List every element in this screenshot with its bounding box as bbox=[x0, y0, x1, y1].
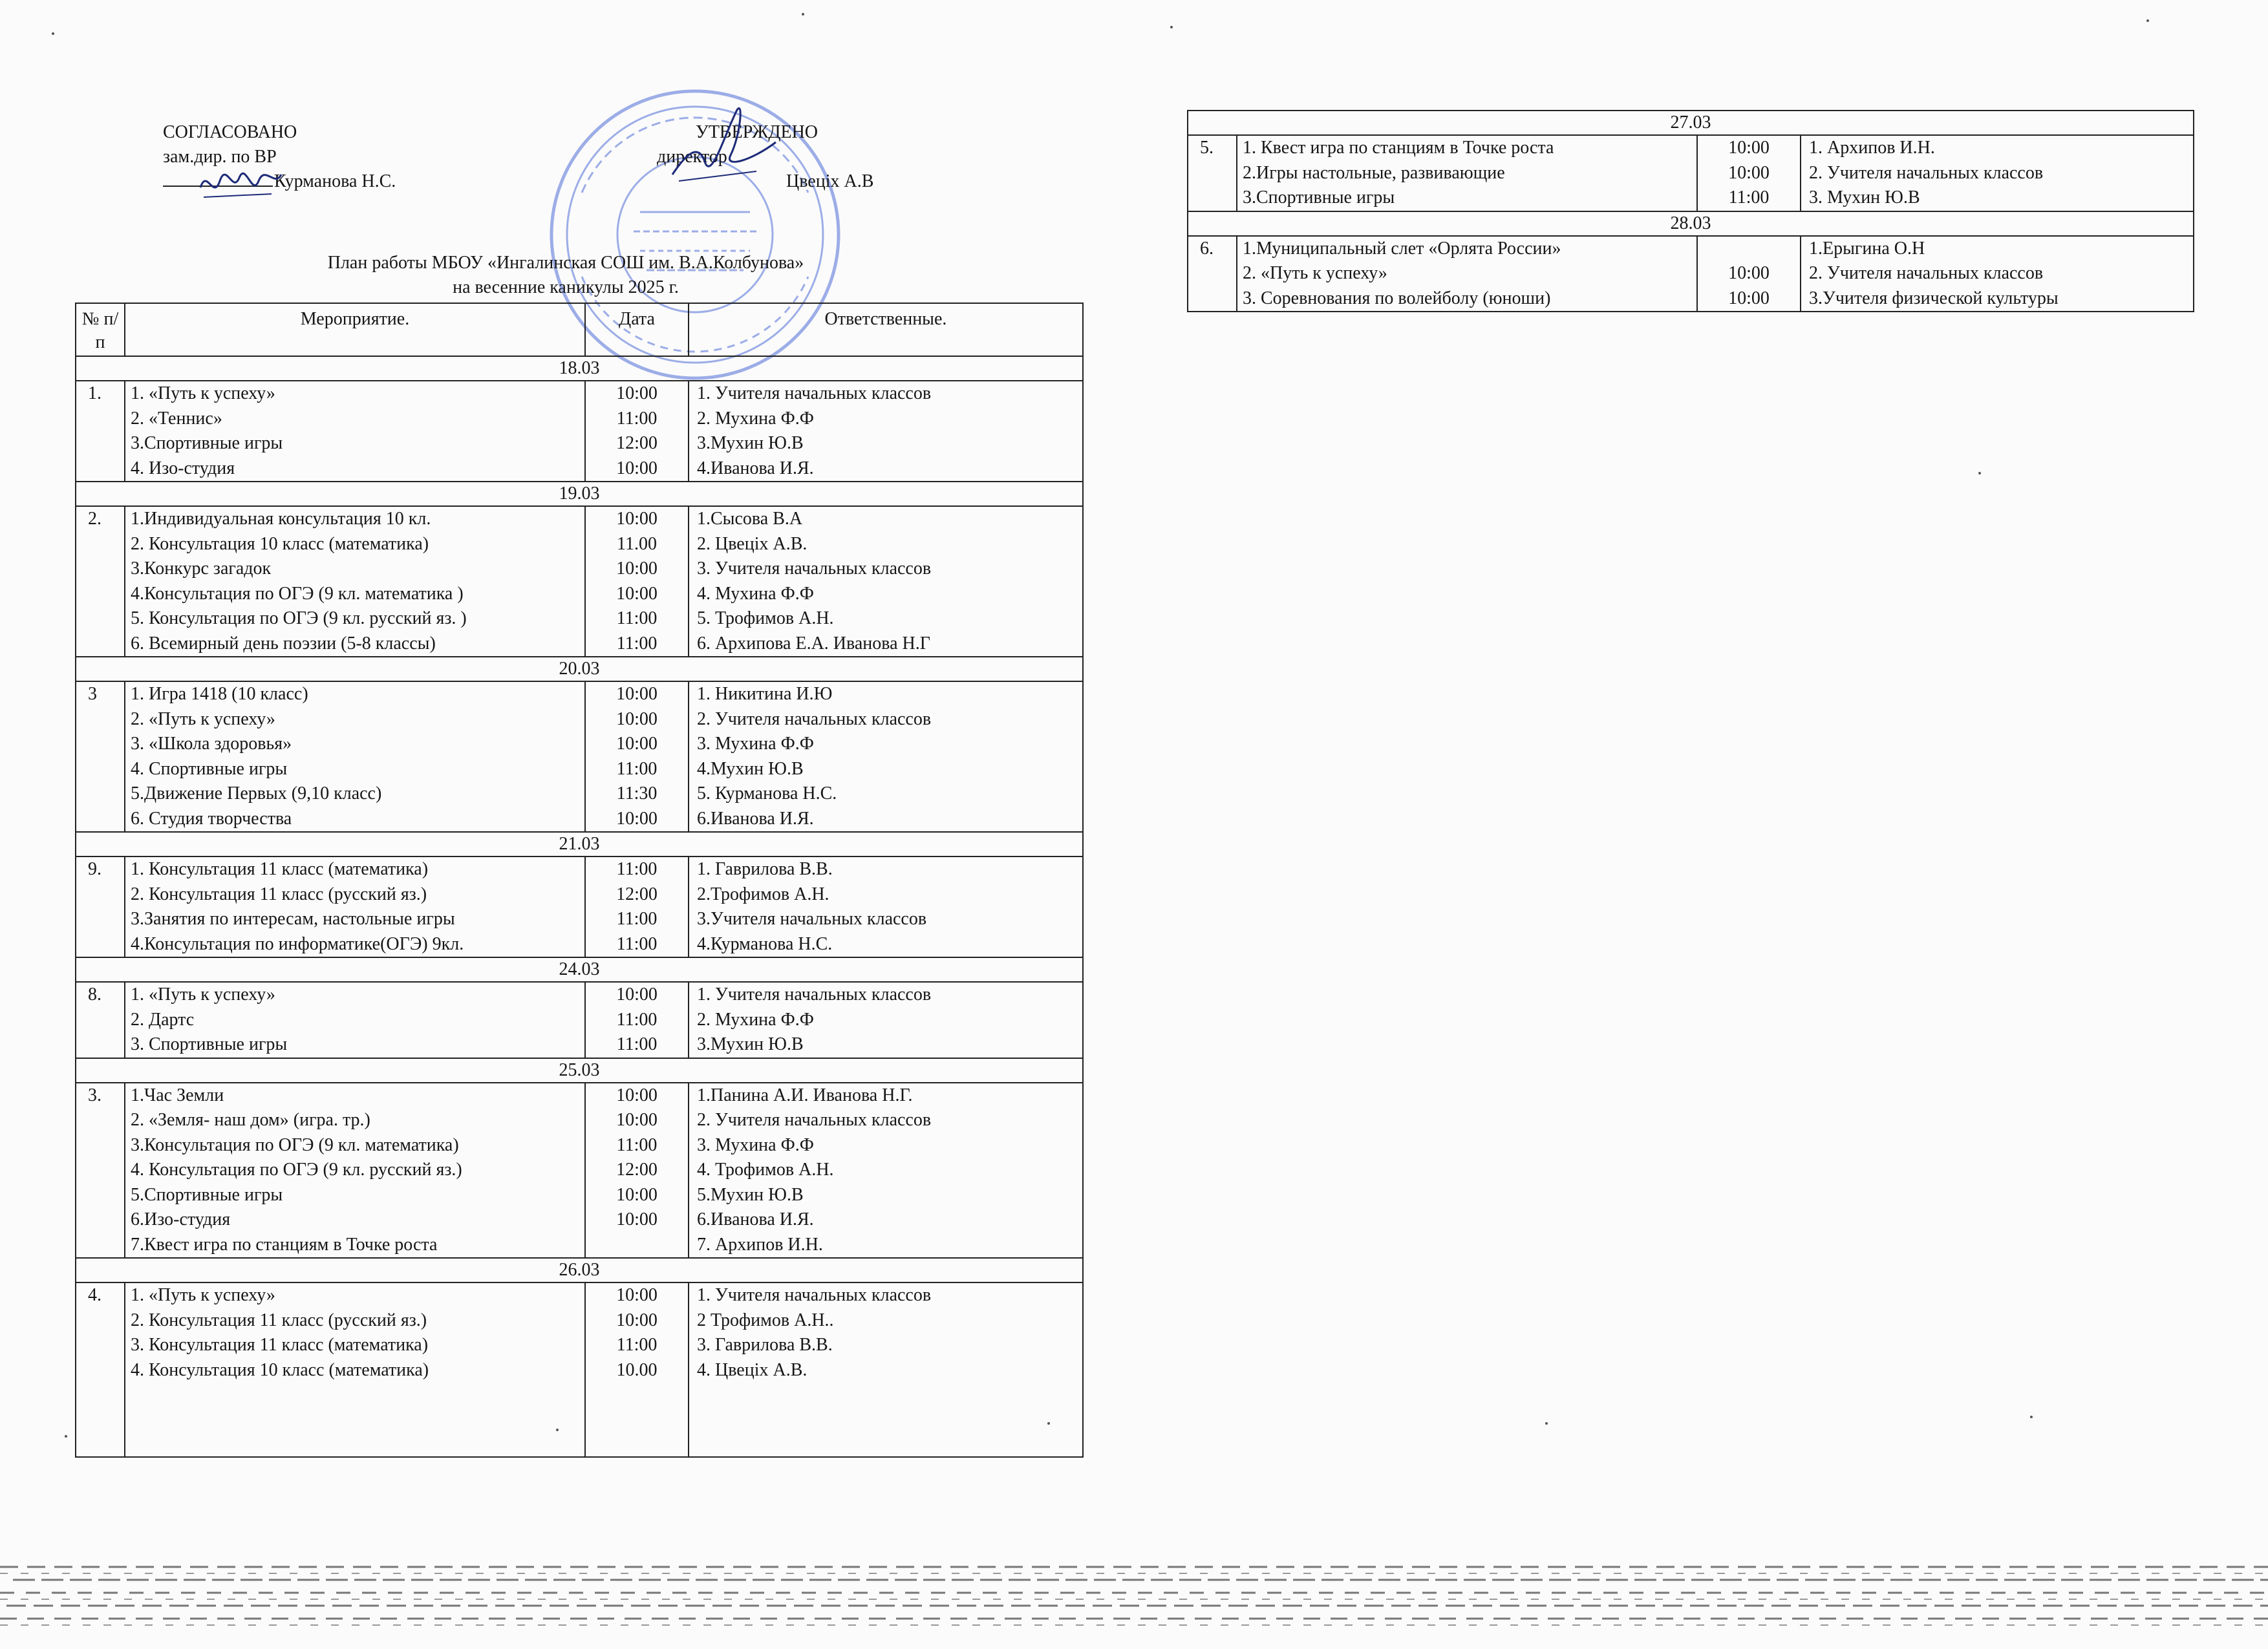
time-item: 10:00 bbox=[1728, 138, 1770, 158]
date-row bbox=[76, 1058, 1083, 1083]
time-item: 10:00 bbox=[616, 1209, 658, 1229]
time-item: 11:00 bbox=[616, 1034, 658, 1054]
responsible-item: 6. Архипова Е.А. Иванова Н.Г bbox=[697, 633, 930, 654]
event-cell bbox=[125, 681, 585, 832]
agreed-block bbox=[163, 120, 396, 194]
event-item: 4. Спортивные игры bbox=[131, 758, 288, 779]
event-cell bbox=[125, 856, 585, 957]
scan-speck bbox=[65, 1435, 67, 1438]
time-item: 10:00 bbox=[616, 509, 658, 529]
scan-speck bbox=[1047, 1422, 1050, 1425]
responsible-item: 1.Панина А.И. Иванова Н.Г. bbox=[697, 1085, 913, 1105]
table-row bbox=[76, 381, 1083, 482]
row-number: 9. bbox=[76, 856, 125, 957]
event-item: 1. «Путь к успеху» bbox=[131, 383, 275, 403]
event-item: 6. Студия творчества bbox=[131, 808, 292, 829]
table-row bbox=[76, 982, 1083, 1058]
responsible-item: 7. Архипов И.Н. bbox=[697, 1234, 823, 1255]
approved-signature-line bbox=[657, 169, 873, 194]
responsible-item: 4.Мухин Ю.В bbox=[697, 758, 804, 779]
responsible-item: 1. Гаврилова В.В. bbox=[697, 859, 833, 879]
event-item: 5.Движение Первых (9,10 класс) bbox=[131, 783, 382, 803]
time-cell bbox=[1697, 236, 1801, 312]
scan-speck bbox=[2030, 1416, 2033, 1418]
date-cell: 28.03 bbox=[1188, 211, 2194, 236]
table-row bbox=[76, 681, 1083, 832]
time-item: 10.00 bbox=[616, 1359, 658, 1380]
time-item: 12:00 bbox=[616, 884, 658, 904]
responsible-item: 2. Мухина Ф.Ф bbox=[697, 408, 814, 429]
approved-name: Цвеціх А.В bbox=[786, 171, 874, 191]
table-header-row bbox=[76, 303, 1083, 356]
time-item: 11:00 bbox=[616, 1134, 658, 1155]
agreed-position: зам.дир. по ВР bbox=[163, 147, 277, 167]
event-item: 1. «Путь к успеху» bbox=[131, 984, 275, 1005]
time-item bbox=[586, 1233, 688, 1258]
scan-speck bbox=[1978, 472, 1981, 474]
event-item: 1.Час Земли bbox=[131, 1085, 224, 1105]
time-item: 10:00 bbox=[616, 383, 658, 403]
time-item: 10:00 bbox=[616, 984, 658, 1005]
row-number: 1. bbox=[76, 381, 125, 482]
event-item: 2. «Теннис» bbox=[131, 408, 222, 429]
table-row bbox=[1188, 236, 2194, 312]
responsible-item: 2. Мухина Ф.Ф bbox=[697, 1009, 814, 1030]
responsible-item: 3.Учителя начальных классов bbox=[697, 909, 927, 929]
responsible-item: 4.Курманова Н.С. bbox=[697, 933, 833, 954]
date-cell: 27.03 bbox=[1188, 111, 2194, 135]
approved-block bbox=[657, 120, 873, 194]
event-item: 3. Соревнования по волейболу (юноши) bbox=[1243, 288, 1551, 308]
approved-title: УТВЕРЖДЕНО bbox=[696, 122, 818, 142]
row-number: 3. bbox=[76, 1083, 125, 1259]
time-item: 11.00 bbox=[617, 533, 657, 554]
date-cell: 24.03 bbox=[76, 957, 1083, 982]
time-item: 11:00 bbox=[616, 408, 658, 429]
table-row bbox=[1188, 135, 2194, 211]
event-item: 2. Консультация 11 класс (русский яз.) bbox=[131, 1310, 427, 1330]
event-cell bbox=[125, 1282, 585, 1457]
event-item: 4. Консультация по ОГЭ (9 кл. русский яз.) bbox=[131, 1160, 462, 1180]
date-cell: 21.03 bbox=[76, 832, 1083, 856]
resp-cell bbox=[689, 506, 1083, 657]
resp-cell bbox=[1801, 236, 2194, 312]
time-item: 10:00 bbox=[616, 583, 658, 604]
agreed-title: СОГЛАСОВАНО bbox=[163, 122, 297, 142]
time-item: 11:00 bbox=[616, 909, 658, 929]
time-item: 10:00 bbox=[1728, 162, 1770, 183]
event-item: 7.Квест игра по станциям в Точке роста bbox=[131, 1234, 438, 1255]
time-item: 10:00 bbox=[616, 734, 658, 754]
event-item: 3.Конкурс загадок bbox=[131, 559, 272, 579]
event-item: 5.Спортивные игры bbox=[131, 1184, 283, 1205]
agreed-signature-line bbox=[163, 169, 396, 194]
responsible-item: 3. Учителя начальных классов bbox=[697, 559, 932, 579]
time-cell bbox=[585, 1083, 689, 1259]
event-cell bbox=[125, 1083, 585, 1259]
event-item: 2. Консультация 11 класс (русский яз.) bbox=[131, 884, 427, 904]
time-cell bbox=[585, 982, 689, 1058]
event-item: 2. Консультация 10 класс (математика) bbox=[131, 533, 429, 554]
date-cell: 18.03 bbox=[76, 356, 1083, 381]
responsible-item: 1. Учителя начальных классов bbox=[697, 383, 932, 403]
responsible-item: 4. Мухина Ф.Ф bbox=[697, 583, 814, 604]
time-cell bbox=[585, 681, 689, 832]
time-item: 10:00 bbox=[616, 1110, 658, 1130]
approved-position: директор bbox=[657, 147, 727, 167]
row-number: 8. bbox=[76, 982, 125, 1058]
scan-speck bbox=[802, 13, 804, 16]
time-item: 12:00 bbox=[616, 433, 658, 453]
time-item: 10:00 bbox=[616, 1184, 658, 1205]
scan-speck bbox=[556, 1429, 559, 1431]
time-cell bbox=[585, 856, 689, 957]
row-number: 2. bbox=[76, 506, 125, 657]
event-item: 4.Консультация по информатике(ОГЭ) 9кл. bbox=[131, 933, 464, 954]
table-row bbox=[76, 1282, 1083, 1457]
time-item: 11:00 bbox=[616, 933, 658, 954]
date-cell: 26.03 bbox=[76, 1258, 1083, 1282]
responsible-item: 1. Учителя начальных классов bbox=[697, 1285, 932, 1305]
responsible-item: 2. Учителя начальных классов bbox=[1809, 263, 2044, 283]
date-row bbox=[76, 957, 1083, 982]
scan-artifact bbox=[0, 1558, 2268, 1642]
event-item: 1. «Путь к успеху» bbox=[131, 1285, 275, 1305]
event-item: 3.Спортивные игры bbox=[131, 433, 283, 453]
event-item: 2.Игры настольные, развивающие bbox=[1243, 162, 1505, 183]
event-item: 2. «Земля- наш дом» (игра. тр.) bbox=[131, 1110, 370, 1130]
responsible-item: 1.Сысова В.А bbox=[697, 509, 803, 529]
responsible-item: 6.Иванова И.Я. bbox=[697, 1209, 814, 1229]
responsible-item: 1. Никитина И.Ю bbox=[697, 684, 833, 704]
scan-speck bbox=[2146, 19, 2149, 22]
time-item: 12:00 bbox=[616, 1160, 658, 1180]
date-cell: 19.03 bbox=[76, 482, 1083, 506]
column-header-date: Дата bbox=[585, 303, 689, 356]
resp-cell bbox=[689, 1282, 1083, 1457]
event-cell bbox=[125, 381, 585, 482]
resp-cell bbox=[689, 381, 1083, 482]
table-row bbox=[76, 856, 1083, 957]
responsible-item: 4. Трофимов А.Н. bbox=[697, 1160, 834, 1180]
time-cell bbox=[585, 381, 689, 482]
plan-title-line1: План работы МБОУ «Ингалинская СОШ им. В.А.Колбунова» bbox=[327, 253, 804, 273]
time-item: 10:00 bbox=[616, 559, 658, 579]
time-item: 10:00 bbox=[616, 458, 658, 478]
time-item: 10:00 bbox=[616, 808, 658, 829]
resp-cell bbox=[689, 856, 1083, 957]
event-item: 1. Консультация 11 класс (математика) bbox=[131, 859, 429, 879]
responsible-item: 1. Учителя начальных классов bbox=[697, 984, 932, 1005]
row-number: 6. bbox=[1188, 236, 1237, 312]
responsible-item: 2. Учителя начальных классов bbox=[697, 1110, 932, 1130]
responsible-item: 1.Ерыгина О.Н bbox=[1809, 238, 1925, 259]
date-row bbox=[76, 1258, 1083, 1282]
event-item: 1. Квест игра по станциям в Точке роста bbox=[1243, 138, 1554, 158]
time-item: 10:00 bbox=[1728, 288, 1770, 308]
event-item: 3.Занятия по интересам, настольные игры bbox=[131, 909, 455, 929]
event-cell bbox=[125, 982, 585, 1058]
agreed-name: Курманова Н.С. bbox=[274, 171, 396, 191]
scan-speck bbox=[1545, 1422, 1548, 1425]
scan-speck bbox=[52, 32, 54, 35]
event-item: 3. Спортивные игры bbox=[131, 1034, 288, 1054]
time-cell bbox=[1697, 135, 1801, 211]
responsible-item: 4. Цвеціх А.В. bbox=[697, 1359, 808, 1380]
date-cell: 25.03 bbox=[76, 1058, 1083, 1083]
resp-cell bbox=[689, 681, 1083, 832]
time-item bbox=[1698, 237, 1800, 262]
event-item: 3. «Школа здоровья» bbox=[131, 734, 292, 754]
time-item: 11:00 bbox=[616, 1335, 658, 1355]
responsible-item: 3. Гаврилова В.В. bbox=[697, 1335, 833, 1355]
responsible-item: 2. Учителя начальных классов bbox=[1809, 162, 2044, 183]
responsible-item: 3.Мухин Ю.В bbox=[697, 433, 804, 453]
responsible-item: 2 Трофимов А.Н.. bbox=[697, 1310, 834, 1330]
signature-underline bbox=[163, 173, 273, 187]
time-item: 11:30 bbox=[616, 783, 658, 803]
responsible-item: 2. Цвеціх А.В. bbox=[697, 533, 808, 554]
date-row bbox=[1188, 111, 2194, 135]
time-item: 10:00 bbox=[616, 1285, 658, 1305]
responsible-item: 4.Иванова И.Я. bbox=[697, 458, 814, 478]
time-cell bbox=[585, 1282, 689, 1457]
event-item: 6. Всемирный день поэзии (5-8 классы) bbox=[131, 633, 436, 654]
event-item: 5. Консультация по ОГЭ (9 кл. русский яз. ) bbox=[131, 608, 467, 628]
resp-cell bbox=[689, 1083, 1083, 1259]
time-item: 11:00 bbox=[1728, 187, 1770, 207]
time-item: 11:00 bbox=[616, 1009, 658, 1030]
row-number: 3 bbox=[76, 681, 125, 832]
time-item: 10:00 bbox=[616, 708, 658, 729]
event-item: 1.Индивидуальная консультация 10 кл. bbox=[131, 509, 431, 529]
schedule-table bbox=[75, 303, 1084, 1458]
responsible-item: 2. Учителя начальных классов bbox=[697, 708, 932, 729]
row-number: 5. bbox=[1188, 135, 1237, 211]
event-item: 1. Игра 1418 (10 класс) bbox=[131, 684, 308, 704]
time-item: 10:00 bbox=[616, 1085, 658, 1105]
schedule-body-continued bbox=[1188, 111, 2194, 312]
column-header-event: Мероприятие. bbox=[125, 303, 585, 356]
responsible-item: 3.Мухин Ю.В bbox=[697, 1034, 804, 1054]
event-item: 4.Консультация по ОГЭ (9 кл. математика ) bbox=[131, 583, 464, 604]
schedule-table-continued bbox=[1187, 110, 2194, 312]
date-row bbox=[76, 657, 1083, 681]
table-row bbox=[76, 1083, 1083, 1259]
time-item: 11:00 bbox=[616, 758, 658, 779]
responsible-item: 6.Иванова И.Я. bbox=[697, 808, 814, 829]
scan-speck bbox=[1170, 26, 1173, 28]
table-row bbox=[76, 506, 1083, 657]
plan-title-line2: на весенние каникулы 2025 г. bbox=[453, 277, 679, 297]
time-item: 11:00 bbox=[616, 859, 658, 879]
event-item: 3. Консультация 11 класс (математика) bbox=[131, 1335, 429, 1355]
time-item: 11:00 bbox=[616, 608, 658, 628]
date-row bbox=[1188, 211, 2194, 236]
responsible-item: 3. Мухин Ю.В bbox=[1809, 187, 1920, 207]
event-item: 2. «Путь к успеху» bbox=[131, 708, 275, 729]
responsible-item: 5.Мухин Ю.В bbox=[697, 1184, 804, 1205]
date-row bbox=[76, 832, 1083, 856]
responsible-item: 3. Мухина Ф.Ф bbox=[697, 734, 814, 754]
time-item: 10:00 bbox=[616, 1310, 658, 1330]
schedule-body bbox=[76, 356, 1083, 1457]
time-cell bbox=[585, 506, 689, 657]
column-header-num: № п/п bbox=[76, 303, 125, 356]
date-row bbox=[76, 356, 1083, 381]
responsible-item: 5. Курманова Н.С. bbox=[697, 783, 837, 803]
date-cell: 20.03 bbox=[76, 657, 1083, 681]
event-cell bbox=[125, 506, 585, 657]
event-item: 2. «Путь к успеху» bbox=[1243, 263, 1387, 283]
event-item: 3.Консультация по ОГЭ (9 кл. математика) bbox=[131, 1134, 459, 1155]
event-cell bbox=[1237, 135, 1697, 211]
event-item: 4. Изо-студия bbox=[131, 458, 235, 478]
responsible-item: 2.Трофимов А.Н. bbox=[697, 884, 829, 904]
time-item: 10:00 bbox=[1728, 263, 1770, 283]
column-header-responsible: Ответственные. bbox=[689, 303, 1083, 356]
event-item: 3.Спортивные игры bbox=[1243, 187, 1395, 207]
responsible-item: 3.Учителя физической культуры bbox=[1809, 288, 2059, 308]
date-row bbox=[76, 482, 1083, 506]
resp-cell bbox=[689, 982, 1083, 1058]
time-item: 10:00 bbox=[616, 684, 658, 704]
resp-cell bbox=[1801, 135, 2194, 211]
event-item: 4. Консультация 10 класс (математика) bbox=[131, 1359, 429, 1380]
event-cell bbox=[1237, 236, 1697, 312]
responsible-item: 3. Мухина Ф.Ф bbox=[697, 1134, 814, 1155]
responsible-item: 1. Архипов И.Н. bbox=[1809, 138, 1935, 158]
time-item: 11:00 bbox=[616, 633, 658, 654]
plan-title bbox=[194, 251, 937, 300]
event-item: 6.Изо-студия bbox=[131, 1209, 231, 1229]
event-item: 2. Дартс bbox=[131, 1009, 195, 1030]
event-item: 1.Муниципальный слет «Орлята России» bbox=[1243, 238, 1561, 259]
row-number: 4. bbox=[76, 1282, 125, 1457]
responsible-item: 5. Трофимов А.Н. bbox=[697, 608, 834, 628]
